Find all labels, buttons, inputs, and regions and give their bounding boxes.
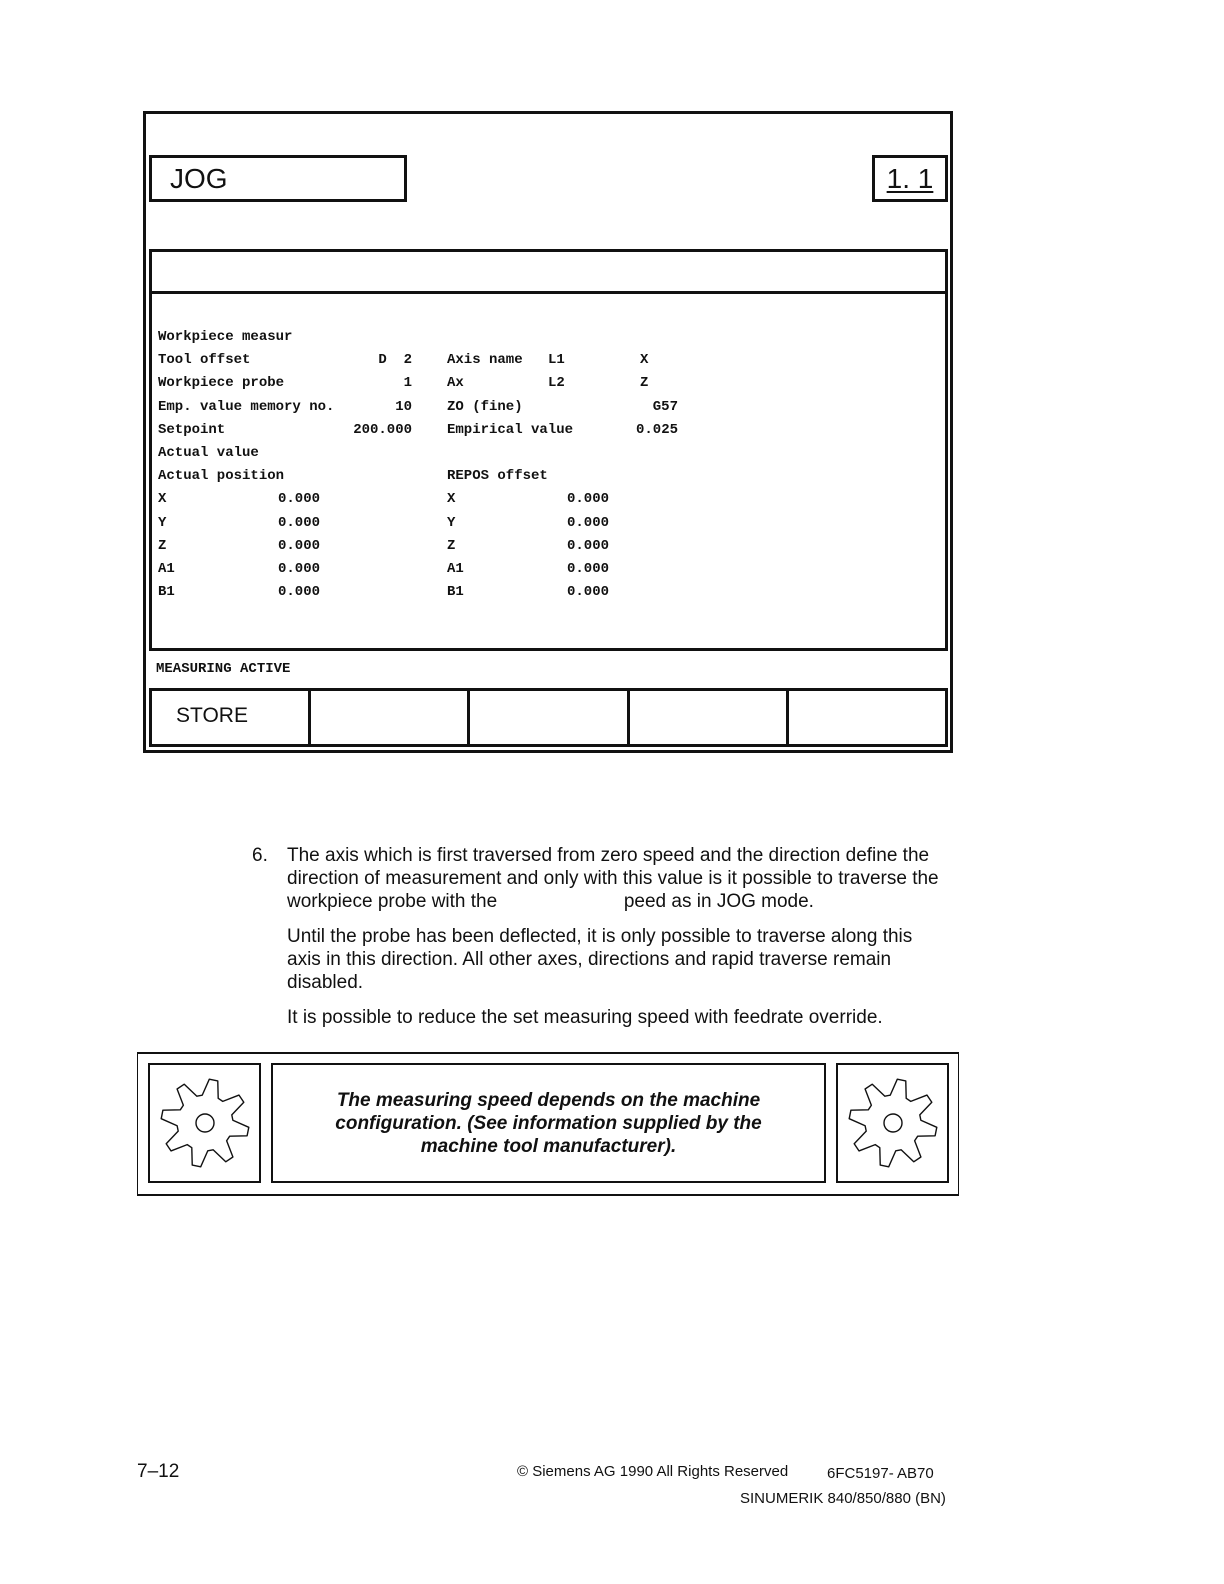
screen-cell: L2 — [548, 375, 565, 392]
screen-cell: X — [447, 491, 456, 508]
gear-icon — [148, 1063, 261, 1183]
screen-cell: 0.000 — [566, 561, 609, 577]
paragraph-3: It is possible to reduce the set measuring speed with feedrate override. — [287, 1007, 883, 1028]
header-strip — [149, 249, 948, 294]
softkey-bar — [149, 688, 948, 747]
screen-cell: Z — [447, 537, 456, 554]
screen-cell: 0.000 — [277, 584, 320, 601]
gear-icon — [836, 1063, 949, 1183]
note-text: The measuring speed depends on the machine configuration. (See information supplied by the machine tool manufacturer). — [335, 1089, 762, 1157]
screen-cell: 0.000 — [566, 537, 609, 554]
gear-hub — [196, 1114, 214, 1132]
gear-hub — [884, 1114, 902, 1132]
screen-cell: 0.000 — [277, 537, 320, 554]
softkey-4[interactable] — [630, 691, 789, 744]
screen-cell: D 2 — [378, 352, 412, 369]
softkey-label: STORE — [176, 704, 248, 727]
screen-cell: Workpiece measur — [158, 329, 293, 345]
screen-cell: 0.000 — [277, 491, 320, 508]
screen-cell: Workpiece probe — [158, 375, 285, 392]
screen-cell: 0.000 — [277, 514, 320, 531]
screen-cell: Empirical value — [447, 421, 574, 438]
screen-cell: Z — [640, 375, 649, 392]
screen-cell: G57 — [652, 398, 678, 415]
screen-cell: 0.000 — [566, 514, 609, 531]
screen-cell: ZO (fine) — [447, 398, 523, 415]
screen-cell: L1 — [548, 352, 565, 369]
paragraph-2: Until the probe has been deflected, it is only possible to traverse along this axis in this direction. All other axes, directions and rapid traverse remain disabled. — [287, 926, 913, 993]
softkey-store[interactable] — [152, 691, 311, 744]
screen-cell: Setpoint — [158, 421, 226, 438]
screen-cell: 200.000 — [353, 421, 412, 438]
copyright: © Siemens AG 1990 All Rights Reserved — [517, 1463, 789, 1480]
screen-cell: Actual value — [158, 445, 259, 461]
softkey-3[interactable] — [470, 691, 629, 744]
document-number: 6FC5197- AB70 — [827, 1465, 934, 1482]
screen-cell: REPOS offset — [447, 468, 548, 485]
gear-icon-svg — [838, 1065, 947, 1181]
screen-cell: X — [640, 352, 649, 369]
screen-cell: B1 — [158, 584, 175, 601]
screen-cell: Ax — [447, 375, 464, 392]
note-text-box — [271, 1063, 826, 1183]
gear-icon-svg — [150, 1065, 259, 1181]
screen-cell: A1 — [447, 561, 464, 577]
screen-cell: 0.000 — [277, 561, 320, 577]
softkey-2[interactable] — [311, 691, 470, 744]
paragraph-1: The axis which is first traversed from zero speed and the direction define the direction of measurement and only with this value is it possible to traverse the workpiece probe with the peed as in JOG mode. — [287, 845, 944, 912]
gear-outline — [161, 1079, 249, 1167]
screen-cell: 10 — [395, 398, 412, 415]
screen-cell: 0.000 — [566, 584, 609, 601]
mode-indicator — [149, 155, 407, 202]
screen-cell: Axis name — [447, 352, 523, 369]
softkey-5[interactable] — [789, 691, 945, 744]
screen-cell: 0.000 — [566, 491, 609, 508]
channel-indicator — [872, 155, 948, 202]
screen-cell: Emp. value memory no. — [158, 398, 335, 415]
channel-label: 1. 1 — [886, 163, 934, 194]
gear-outline — [849, 1079, 937, 1167]
screen-cell: Y — [447, 514, 456, 531]
status-line: MEASURING ACTIVE — [156, 661, 291, 677]
screen-cell: A1 — [158, 561, 175, 577]
page-number: 7–12 — [137, 1461, 180, 1482]
screen-cell: Y — [158, 514, 167, 531]
screen-cell: X — [158, 491, 167, 508]
product-name: SINUMERIK 840/850/880 (BN) — [740, 1490, 946, 1507]
screen-cell: Z — [158, 537, 167, 554]
item-number: 6. — [252, 845, 268, 866]
screen-cell: 0.025 — [635, 421, 678, 438]
screen-cell: Actual position — [158, 468, 285, 485]
screen-cell: B1 — [447, 584, 464, 601]
screen-cell: Tool offset — [158, 352, 251, 369]
mode-label: JOG — [170, 163, 228, 194]
screen-cell: 1 — [403, 375, 412, 392]
